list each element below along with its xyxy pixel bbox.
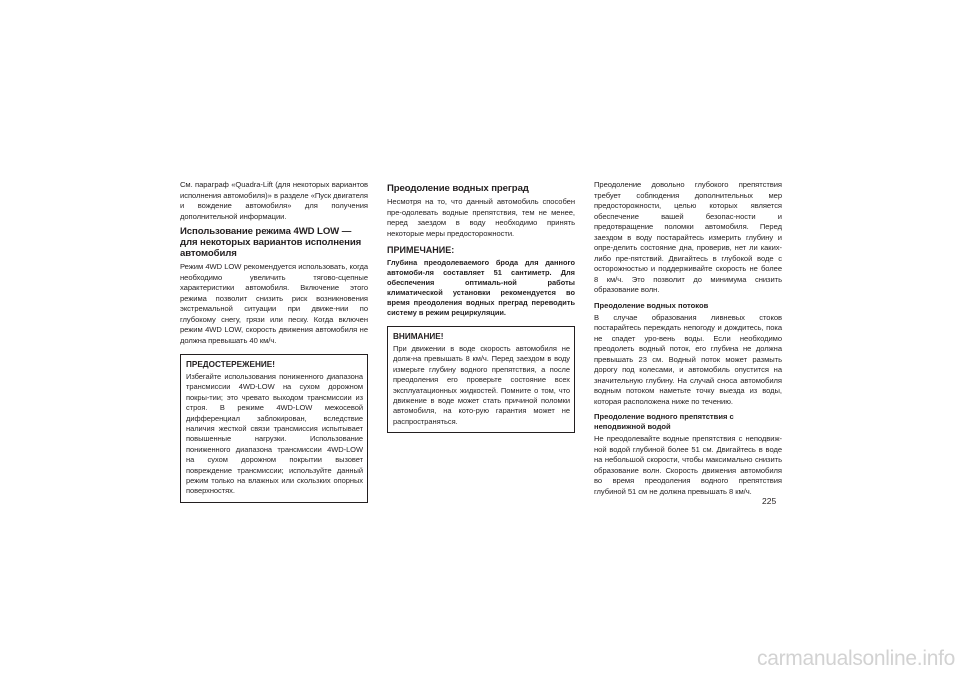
deep-water-paragraph: Преодоление довольно глубокого препятствия требует соблюдения дополнительных мер предосторожности, целью которых является обеспечение вашей безопас-ности и предотвращение поломки автомобиля. Перед заездом в воду постарайтесь измерить глубину и опре-делить состояние дна, проверив, нет ли каких-либо пре-пятствий. Двигайтесь в глубокой воде с осторожностью и поддерживайте скорость не более 8 км/ч. Это позволит до минимума снизить образование волн. [594,180,782,294]
intro-paragraph: См. параграф «Quadra-Lift (для некоторых вариантов исполнения автомобиля)» в разделе «Пуск двигателя и вождение автомобиля» для получения дополнительной информации. [180,180,368,221]
4wd-low-paragraph: Режим 4WD LOW рекомендуется использовать, когда необходимо увеличить тягово-сцепные характеристики автомобиля. Включение этого режима позволит снизить риск возникновения экстремальной ситуации при движе-нии по глубокому снегу, грязи или песку. Когда включен режим 4WD LOW, скорость движения автомобиля не должна превышать 40 км/ч. [180,262,368,345]
caution-box [180,354,368,503]
subheading-water-flows: Преодоление водных потоков [594,300,709,310]
still-water-paragraph: Не преодолевайте водные препятствия с неподвиж-ной водой глубиной более 51 см. Двигайтесь в воде на небольшой скорости, чтобы максимально снизить образование волн. Скорость движения автомобиля во время преодоления водного препятствия глубиной 51 см не должна превышать 8 км/ч. [594,434,782,496]
note-text: Глубина преодолеваемого брода для данного автомоби-ля составляет 51 сантиметр. Для обеспечения оптималь-ной работы климатической установки рекомендуется во время преодоления водных преград переводить систему в режим рециркуляции. [387,258,575,317]
watermark: carmanualsonline.info [757,647,955,670]
caution-title: ПРЕДОСТЕРЕЖЕНИЕ! [186,360,275,369]
warning-box [387,326,575,433]
water-flows-paragraph: В случае образования ливневых стоков постарайтесь переждать непогоду и дождитесь, пока не спадет уро-вень воды. Если необходимо преодолеть водный поток, его глубина не должна превышать 23 см. Водный поток может размыть дорогу под колесами, и автомобиль опустится на значительную глубину. На случай сноса автомобиля водным потоком наметьте точку выезда из воды, которая расположена ниже по течению. [594,312,782,406]
water-crossing-paragraph: Несмотря на то, что данный автомобиль способен пре-одолевать водные препятствия, тем не менее, перед заездом в воду необходимо принять некоторые меры предосторожности. [387,197,575,238]
note-title: ПРИМЕЧАНИЕ: [387,245,455,255]
column-middle [387,180,575,433]
section-heading-4wd-low: Использование режима 4WD LOW — для некоторых вариантов исполнения автомобиля [180,226,362,259]
column-right [594,180,782,501]
warning-title: ВНИМАНИЕ! [393,332,444,341]
warning-text: При движении в воде скорость автомобиля не долж-на превышать 8 км/ч. Перед заездом в воду измерьте глубину водного препятствия, а после преодоления его проверьте состояние всех эксплуатационных жидкостей. Помните о том, что движение в воде может стать причиной поломки автомобиля, на кото-рую гарантия может не распространяться. [393,344,570,426]
column-left [180,180,368,503]
subheading-still-water: Преодоление водного препятствия с неподвижной водой [594,412,734,431]
caution-text: Избегайте использования пониженного диапазона трансмиссии 4WD-LOW на сухом дорожном покры-тии; это чревато выходом трансмиссии из строя. В режиме 4WD-LOW межосевой дифференциал заблокирован, вследствие наличия жесткой связи трансмиссия испытывает повышенные нагрузки. Использование пониженного диапазона трансмиссии 4WD-LOW на сухом дорожном покрытии вызовет повреждение трансмиссии; используйте данный режим только на влажных или скользких опорных поверхностях. [186,372,363,496]
section-heading-water-crossing: Преодоление водных преград [387,183,529,194]
page-number: 225 [762,496,777,506]
